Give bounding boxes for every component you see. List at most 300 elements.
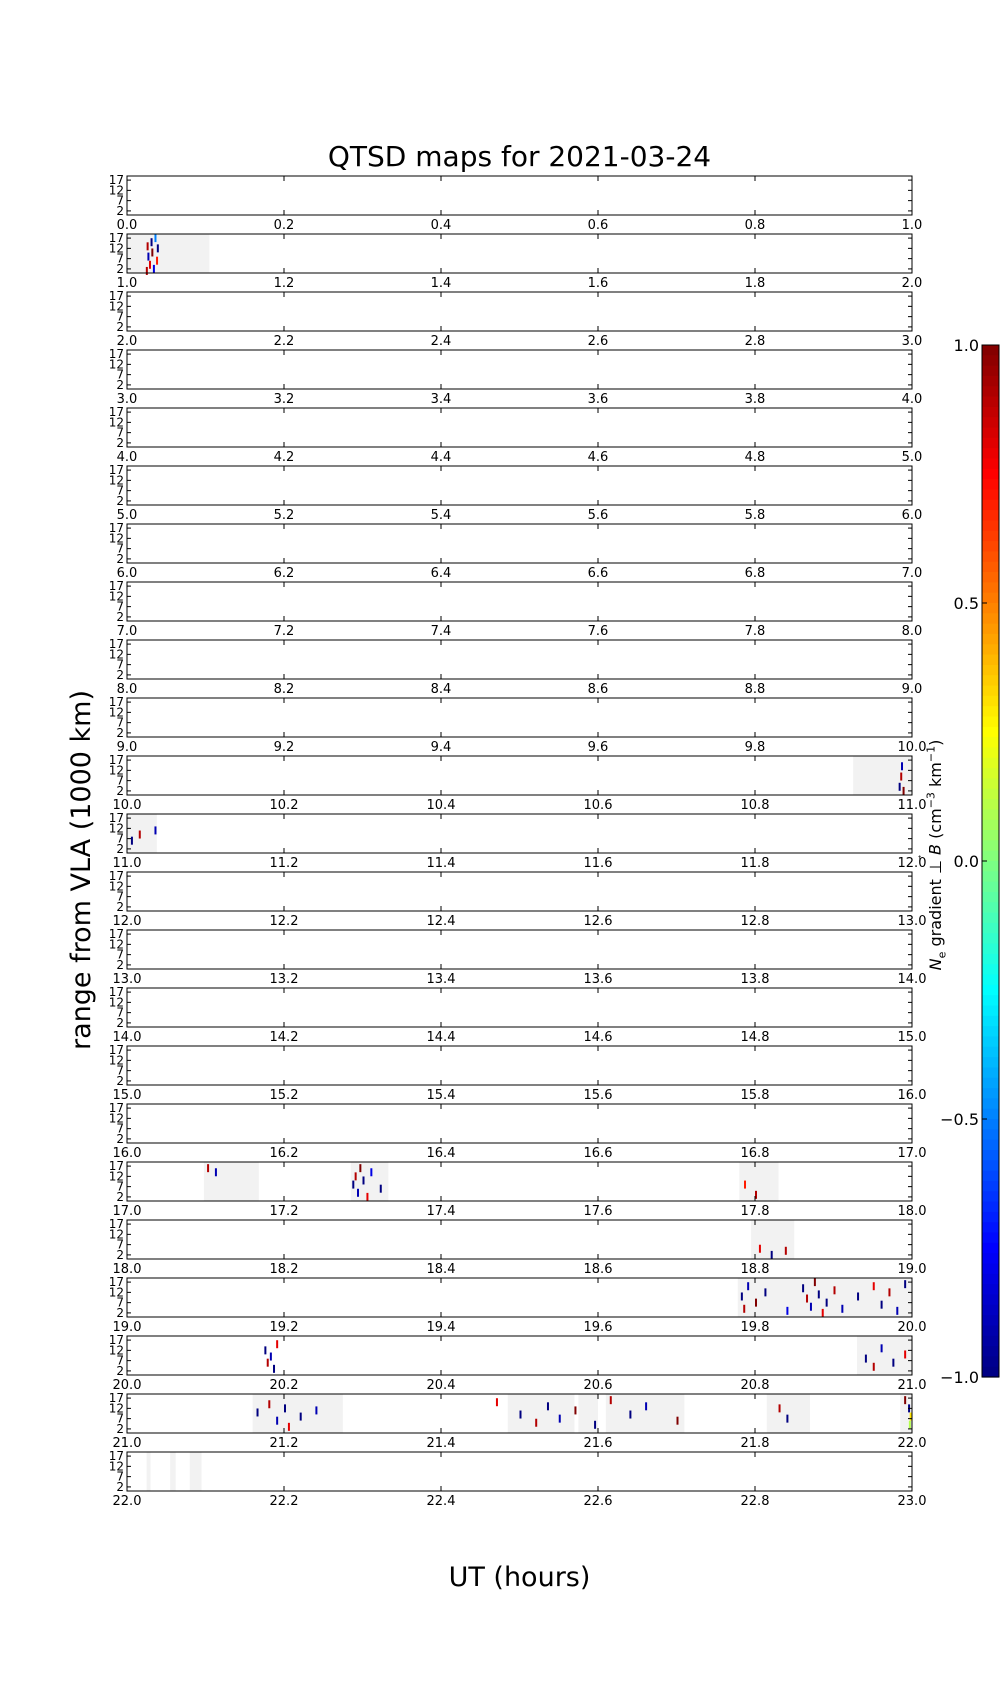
data-mark bbox=[904, 1280, 906, 1288]
colorbar-segment bbox=[982, 469, 999, 480]
colorbar-segment bbox=[982, 923, 999, 934]
colorbar-segment bbox=[982, 1119, 999, 1130]
y-tick-label: 2 bbox=[116, 725, 124, 740]
colorbar-segment bbox=[982, 1253, 999, 1264]
y-tick-label: 7 bbox=[116, 599, 124, 614]
y-tick-label: 17 bbox=[108, 289, 124, 304]
y-tick-label: 12 bbox=[108, 1343, 124, 1358]
x-tick-label: 14.6 bbox=[583, 1030, 613, 1045]
x-tick-label: 21.2 bbox=[269, 1436, 299, 1451]
x-tick-label: 10.6 bbox=[583, 798, 613, 813]
colorbar-segment bbox=[982, 799, 999, 810]
x-tick-label: 16.8 bbox=[740, 1146, 770, 1161]
coverage-region bbox=[351, 1162, 389, 1201]
colorbar-segment bbox=[982, 1036, 999, 1047]
y-axis-label: range from VLA (1000 km) bbox=[66, 690, 97, 1050]
colorbar-segment bbox=[982, 975, 999, 986]
x-tick-label: 7.0 bbox=[116, 624, 138, 639]
colorbar-tick-label: −0.5 bbox=[940, 1110, 979, 1129]
data-mark bbox=[901, 762, 903, 770]
x-axis-label: UT (hours) bbox=[448, 1562, 591, 1593]
x-tick-label: 3.6 bbox=[587, 392, 609, 407]
x-tick-label: 1.8 bbox=[744, 276, 766, 291]
chart-title: QTSD maps for 2021-03-24 bbox=[327, 140, 712, 173]
data-mark bbox=[535, 1419, 537, 1427]
colorbar-segment bbox=[982, 531, 999, 542]
x-tick-label: 8.8 bbox=[744, 682, 766, 697]
panel-frame bbox=[127, 1336, 912, 1375]
y-tick-label: 12 bbox=[108, 241, 124, 256]
data-mark bbox=[904, 1350, 906, 1358]
colorbar-segment bbox=[982, 768, 999, 779]
data-mark bbox=[759, 1245, 761, 1253]
data-mark bbox=[818, 1290, 820, 1298]
x-tick-label: 4.0 bbox=[116, 450, 138, 465]
x-tick-label: 22.6 bbox=[583, 1494, 613, 1509]
data-mark bbox=[215, 1168, 217, 1176]
colorbar-segment bbox=[982, 675, 999, 686]
colorbar-segment bbox=[982, 407, 999, 418]
y-tick-label: 12 bbox=[108, 1227, 124, 1242]
x-tick-label: 12.2 bbox=[269, 914, 299, 929]
x-tick-label: 17.6 bbox=[583, 1204, 613, 1219]
colorbar-tick-label: 0.0 bbox=[953, 852, 979, 871]
data-mark bbox=[764, 1288, 766, 1296]
x-tick-label: 19.6 bbox=[583, 1320, 613, 1335]
data-mark bbox=[786, 1415, 788, 1423]
x-tick-label: 18.0 bbox=[897, 1204, 927, 1219]
data-mark bbox=[786, 1307, 788, 1315]
data-mark bbox=[629, 1411, 631, 1419]
x-tick-label: 6.8 bbox=[744, 566, 766, 581]
colorbar-segment bbox=[982, 1171, 999, 1182]
data-mark bbox=[157, 244, 159, 252]
x-tick-label: 10.8 bbox=[740, 798, 770, 813]
x-tick-label: 15.4 bbox=[426, 1088, 456, 1103]
x-tick-label: 13.6 bbox=[583, 972, 613, 987]
y-tick-label: 2 bbox=[116, 377, 124, 392]
x-tick-label: 0.6 bbox=[587, 218, 609, 233]
x-tick-label: 11.0 bbox=[112, 856, 142, 871]
x-tick-label: 4.2 bbox=[273, 450, 295, 465]
x-tick-label: 12.4 bbox=[426, 914, 456, 929]
colorbar-segment bbox=[982, 1243, 999, 1254]
colorbar-segment bbox=[982, 1078, 999, 1089]
x-tick-label: 17.2 bbox=[269, 1204, 299, 1219]
y-tick-label: 17 bbox=[108, 1043, 124, 1058]
colorbar-segment bbox=[982, 789, 999, 800]
colorbar-segment bbox=[982, 1356, 999, 1367]
y-tick-label: 7 bbox=[116, 1005, 124, 1020]
colorbar-segment bbox=[982, 778, 999, 789]
y-tick-label: 12 bbox=[108, 821, 124, 836]
data-mark bbox=[594, 1421, 596, 1429]
data-mark bbox=[380, 1185, 382, 1193]
x-tick-label: 14.2 bbox=[269, 1030, 299, 1045]
y-tick-label: 2 bbox=[116, 1363, 124, 1378]
data-mark bbox=[207, 1164, 209, 1172]
colorbar-segment bbox=[982, 1016, 999, 1027]
coverage-region bbox=[204, 1162, 259, 1201]
x-tick-label: 13.2 bbox=[269, 972, 299, 987]
x-tick-label: 9.6 bbox=[587, 740, 609, 755]
data-mark bbox=[865, 1355, 867, 1363]
x-tick-label: 6.0 bbox=[901, 508, 923, 523]
y-tick-label: 12 bbox=[108, 1053, 124, 1068]
x-tick-label: 1.6 bbox=[587, 276, 609, 291]
x-tick-label: 13.0 bbox=[897, 914, 927, 929]
colorbar-segment bbox=[982, 520, 999, 531]
coverage-region bbox=[170, 1452, 175, 1491]
x-tick-label: 9.0 bbox=[116, 740, 138, 755]
data-mark bbox=[910, 1413, 912, 1421]
y-tick-label: 7 bbox=[116, 1179, 124, 1194]
x-tick-label: 17.0 bbox=[897, 1146, 927, 1161]
colorbar-label: $N_e$ gradient ⊥ B ($cm^{-3}$ $km^{-1}$) bbox=[924, 739, 949, 971]
y-tick-label: 12 bbox=[108, 531, 124, 546]
data-mark bbox=[300, 1413, 302, 1421]
colorbar-tick-label: 0.5 bbox=[953, 594, 979, 613]
x-tick-label: 12.8 bbox=[740, 914, 770, 929]
y-tick-label: 17 bbox=[108, 927, 124, 942]
x-tick-label: 8.0 bbox=[116, 682, 138, 697]
colorbar-segment bbox=[982, 479, 999, 490]
x-tick-label: 23.0 bbox=[897, 1494, 927, 1509]
data-mark bbox=[496, 1398, 498, 1406]
x-tick-label: 0.2 bbox=[273, 218, 295, 233]
x-tick-label: 18.4 bbox=[426, 1262, 456, 1277]
y-tick-label: 17 bbox=[108, 521, 124, 536]
panel-frame bbox=[127, 1452, 912, 1491]
y-tick-label: 17 bbox=[108, 579, 124, 594]
colorbar-segment bbox=[982, 459, 999, 470]
data-mark bbox=[366, 1193, 368, 1201]
colorbar-segment bbox=[982, 696, 999, 707]
colorbar-segment bbox=[982, 830, 999, 841]
data-mark bbox=[743, 1305, 745, 1313]
y-tick-label: 17 bbox=[108, 405, 124, 420]
data-mark bbox=[822, 1309, 824, 1317]
y-tick-label: 12 bbox=[108, 1169, 124, 1184]
y-tick-label: 2 bbox=[116, 435, 124, 450]
y-tick-label: 12 bbox=[108, 1459, 124, 1474]
y-tick-label: 12 bbox=[108, 705, 124, 720]
x-tick-label: 3.8 bbox=[744, 392, 766, 407]
data-mark bbox=[151, 238, 153, 246]
x-tick-label: 5.0 bbox=[901, 450, 923, 465]
colorbar-segment bbox=[982, 1109, 999, 1120]
x-tick-label: 20.4 bbox=[426, 1378, 456, 1393]
colorbar-segment bbox=[982, 345, 999, 356]
y-tick-label: 7 bbox=[116, 947, 124, 962]
data-mark bbox=[264, 1346, 266, 1354]
y-tick-label: 12 bbox=[108, 473, 124, 488]
x-tick-label: 6.2 bbox=[273, 566, 295, 581]
x-tick-label: 22.0 bbox=[897, 1436, 927, 1451]
x-tick-label: 22.2 bbox=[269, 1494, 299, 1509]
data-mark bbox=[315, 1406, 317, 1414]
y-tick-label: 12 bbox=[108, 1285, 124, 1300]
colorbar-segment bbox=[982, 809, 999, 820]
colorbar-segment bbox=[982, 489, 999, 500]
y-tick-label: 12 bbox=[108, 763, 124, 778]
colorbar-segment bbox=[982, 717, 999, 728]
data-mark bbox=[779, 1404, 781, 1412]
colorbar-segment bbox=[982, 417, 999, 428]
y-tick-label: 17 bbox=[108, 463, 124, 478]
data-mark bbox=[154, 826, 156, 834]
y-tick-label: 12 bbox=[108, 995, 124, 1010]
data-mark bbox=[785, 1247, 787, 1255]
colorbar-segment bbox=[982, 1160, 999, 1171]
y-tick-label: 12 bbox=[108, 879, 124, 894]
colorbar-segment bbox=[982, 851, 999, 862]
panel-frame bbox=[127, 640, 912, 679]
y-tick-label: 7 bbox=[116, 367, 124, 382]
x-tick-label: 9.4 bbox=[430, 740, 452, 755]
data-mark bbox=[352, 1181, 354, 1189]
coverage-region bbox=[253, 1394, 343, 1433]
y-tick-label: 17 bbox=[108, 1391, 124, 1406]
y-tick-label: 2 bbox=[116, 957, 124, 972]
colorbar-segment bbox=[982, 366, 999, 377]
x-tick-label: 10.4 bbox=[426, 798, 456, 813]
colorbar-segment bbox=[982, 747, 999, 758]
colorbar-segment bbox=[982, 438, 999, 449]
x-tick-label: 20.8 bbox=[740, 1378, 770, 1393]
colorbar-segment bbox=[982, 510, 999, 521]
x-tick-label: 13.0 bbox=[112, 972, 142, 987]
data-mark bbox=[257, 1408, 259, 1416]
x-tick-label: 3.0 bbox=[116, 392, 138, 407]
colorbar-segment bbox=[982, 954, 999, 965]
panel-frame bbox=[127, 814, 912, 853]
data-mark bbox=[909, 1421, 911, 1429]
colorbar-segment bbox=[982, 551, 999, 562]
x-tick-label: 7.8 bbox=[744, 624, 766, 639]
x-tick-label: 8.2 bbox=[273, 682, 295, 697]
x-tick-label: 6.4 bbox=[430, 566, 452, 581]
colorbar-segment bbox=[982, 902, 999, 913]
x-tick-label: 19.8 bbox=[740, 1320, 770, 1335]
colorbar-segment bbox=[982, 428, 999, 439]
colorbar-segment bbox=[982, 1222, 999, 1233]
colorbar-segment bbox=[982, 1202, 999, 1213]
y-tick-label: 12 bbox=[108, 299, 124, 314]
x-tick-label: 22.0 bbox=[112, 1494, 142, 1509]
colorbar-segment bbox=[982, 706, 999, 717]
x-tick-label: 5.8 bbox=[744, 508, 766, 523]
x-tick-label: 17.8 bbox=[740, 1204, 770, 1219]
x-tick-label: 21.0 bbox=[897, 1378, 927, 1393]
coverage-region bbox=[767, 1394, 810, 1433]
x-tick-label: 9.8 bbox=[744, 740, 766, 755]
panel-frame bbox=[127, 1046, 912, 1085]
colorbar-segment bbox=[982, 386, 999, 397]
y-tick-label: 7 bbox=[116, 1353, 124, 1368]
panel-frame bbox=[127, 524, 912, 563]
colorbar-segment bbox=[982, 1305, 999, 1316]
x-tick-label: 5.4 bbox=[430, 508, 452, 523]
colorbar-segment bbox=[982, 593, 999, 604]
colorbar-segment bbox=[982, 603, 999, 614]
data-mark bbox=[154, 234, 156, 242]
data-mark bbox=[873, 1363, 875, 1371]
data-mark bbox=[270, 1353, 272, 1361]
x-tick-label: 1.0 bbox=[116, 276, 138, 291]
x-tick-label: 12.0 bbox=[897, 856, 927, 871]
data-mark bbox=[810, 1303, 812, 1311]
x-tick-label: 17.4 bbox=[426, 1204, 456, 1219]
y-tick-label: 12 bbox=[108, 589, 124, 604]
colorbar-segment bbox=[982, 1088, 999, 1099]
colorbar-segment bbox=[982, 820, 999, 831]
x-tick-label: 1.4 bbox=[430, 276, 452, 291]
data-mark bbox=[520, 1411, 522, 1419]
y-tick-label: 12 bbox=[108, 1111, 124, 1126]
x-tick-label: 14.0 bbox=[112, 1030, 142, 1045]
colorbar-segment bbox=[982, 500, 999, 511]
data-mark bbox=[149, 261, 151, 269]
panel-frame bbox=[127, 466, 912, 505]
x-tick-label: 14.0 bbox=[897, 972, 927, 987]
y-tick-label: 12 bbox=[108, 357, 124, 372]
x-tick-label: 20.2 bbox=[269, 1378, 299, 1393]
colorbar-segment bbox=[982, 1336, 999, 1347]
data-mark bbox=[147, 242, 149, 250]
colorbar-segment bbox=[982, 376, 999, 387]
colorbar-segment bbox=[982, 448, 999, 459]
x-tick-label: 8.0 bbox=[901, 624, 923, 639]
y-tick-label: 2 bbox=[116, 1305, 124, 1320]
x-tick-label: 16.0 bbox=[897, 1088, 927, 1103]
x-tick-label: 19.2 bbox=[269, 1320, 299, 1335]
coverage-region bbox=[127, 814, 157, 853]
y-tick-label: 2 bbox=[116, 203, 124, 218]
data-mark bbox=[153, 265, 155, 273]
colorbar-segment bbox=[982, 964, 999, 975]
colorbar-segment bbox=[982, 1150, 999, 1161]
y-tick-label: 7 bbox=[116, 1295, 124, 1310]
data-mark bbox=[896, 1307, 898, 1315]
x-tick-label: 15.6 bbox=[583, 1088, 613, 1103]
data-mark bbox=[610, 1396, 612, 1404]
y-tick-label: 2 bbox=[116, 609, 124, 624]
data-mark bbox=[744, 1181, 746, 1189]
x-tick-label: 8.6 bbox=[587, 682, 609, 697]
x-tick-label: 20.0 bbox=[897, 1320, 927, 1335]
panel-frame bbox=[127, 234, 912, 273]
data-mark bbox=[888, 1288, 890, 1296]
x-tick-label: 2.0 bbox=[901, 276, 923, 291]
data-mark bbox=[834, 1286, 836, 1294]
data-mark bbox=[881, 1344, 883, 1352]
colorbar-segment bbox=[982, 737, 999, 748]
x-tick-label: 15.0 bbox=[897, 1030, 927, 1045]
colorbar-segment bbox=[982, 758, 999, 769]
y-tick-label: 2 bbox=[116, 1015, 124, 1030]
y-tick-label: 2 bbox=[116, 261, 124, 276]
x-tick-label: 18.6 bbox=[583, 1262, 613, 1277]
colorbar-segment bbox=[982, 665, 999, 676]
x-tick-label: 21.6 bbox=[583, 1436, 613, 1451]
y-tick-label: 7 bbox=[116, 889, 124, 904]
x-tick-label: 19.0 bbox=[112, 1320, 142, 1335]
data-mark bbox=[139, 831, 141, 839]
x-tick-label: 6.6 bbox=[587, 566, 609, 581]
y-tick-label: 2 bbox=[116, 1073, 124, 1088]
y-tick-label: 12 bbox=[108, 415, 124, 430]
colorbar-segment bbox=[982, 562, 999, 573]
colorbar-segment bbox=[982, 933, 999, 944]
colorbar-segment bbox=[982, 1274, 999, 1285]
x-tick-label: 2.2 bbox=[273, 334, 295, 349]
colorbar-segment bbox=[982, 1284, 999, 1295]
x-tick-label: 3.0 bbox=[901, 334, 923, 349]
x-tick-label: 4.4 bbox=[430, 450, 452, 465]
colorbar-segment bbox=[982, 1263, 999, 1274]
data-mark bbox=[559, 1415, 561, 1423]
y-tick-label: 17 bbox=[108, 753, 124, 768]
data-mark bbox=[741, 1292, 743, 1300]
y-tick-label: 17 bbox=[108, 173, 124, 188]
data-mark bbox=[355, 1172, 357, 1180]
x-tick-label: 10.0 bbox=[112, 798, 142, 813]
y-tick-label: 17 bbox=[108, 1275, 124, 1290]
colorbar-segment bbox=[982, 655, 999, 666]
x-tick-label: 13.8 bbox=[740, 972, 770, 987]
x-tick-label: 21.0 bbox=[112, 1436, 142, 1451]
y-tick-label: 7 bbox=[116, 541, 124, 556]
y-tick-label: 7 bbox=[116, 1121, 124, 1136]
data-mark bbox=[156, 257, 158, 265]
data-mark bbox=[273, 1365, 275, 1373]
data-mark bbox=[814, 1278, 816, 1286]
colorbar-segment bbox=[982, 892, 999, 903]
y-tick-label: 7 bbox=[116, 715, 124, 730]
x-tick-label: 1.0 bbox=[901, 218, 923, 233]
colorbar-segment bbox=[982, 644, 999, 655]
y-tick-label: 2 bbox=[116, 1189, 124, 1204]
data-mark bbox=[370, 1168, 372, 1176]
x-tick-label: 3.4 bbox=[430, 392, 452, 407]
colorbar-segment bbox=[982, 1067, 999, 1078]
x-tick-label: 22.4 bbox=[426, 1494, 456, 1509]
data-mark bbox=[771, 1251, 773, 1259]
y-tick-label: 17 bbox=[108, 637, 124, 652]
colorbar-tick-label: −1.0 bbox=[940, 1368, 979, 1387]
x-tick-label: 18.8 bbox=[740, 1262, 770, 1277]
data-mark bbox=[147, 253, 149, 261]
y-tick-label: 17 bbox=[108, 1449, 124, 1464]
x-tick-label: 7.6 bbox=[587, 624, 609, 639]
x-tick-label: 19.4 bbox=[426, 1320, 456, 1335]
y-tick-label: 17 bbox=[108, 985, 124, 1000]
data-mark bbox=[151, 248, 153, 256]
colorbar-segment bbox=[982, 727, 999, 738]
y-tick-label: 7 bbox=[116, 1237, 124, 1252]
x-tick-label: 2.6 bbox=[587, 334, 609, 349]
x-tick-label: 21.4 bbox=[426, 1436, 456, 1451]
x-tick-label: 16.6 bbox=[583, 1146, 613, 1161]
x-tick-label: 5.0 bbox=[116, 508, 138, 523]
y-tick-label: 7 bbox=[116, 657, 124, 672]
coverage-region bbox=[147, 1452, 151, 1491]
y-tick-label: 7 bbox=[116, 1411, 124, 1426]
y-tick-label: 7 bbox=[116, 309, 124, 324]
data-mark bbox=[276, 1340, 278, 1348]
coverage-region bbox=[190, 1452, 202, 1491]
